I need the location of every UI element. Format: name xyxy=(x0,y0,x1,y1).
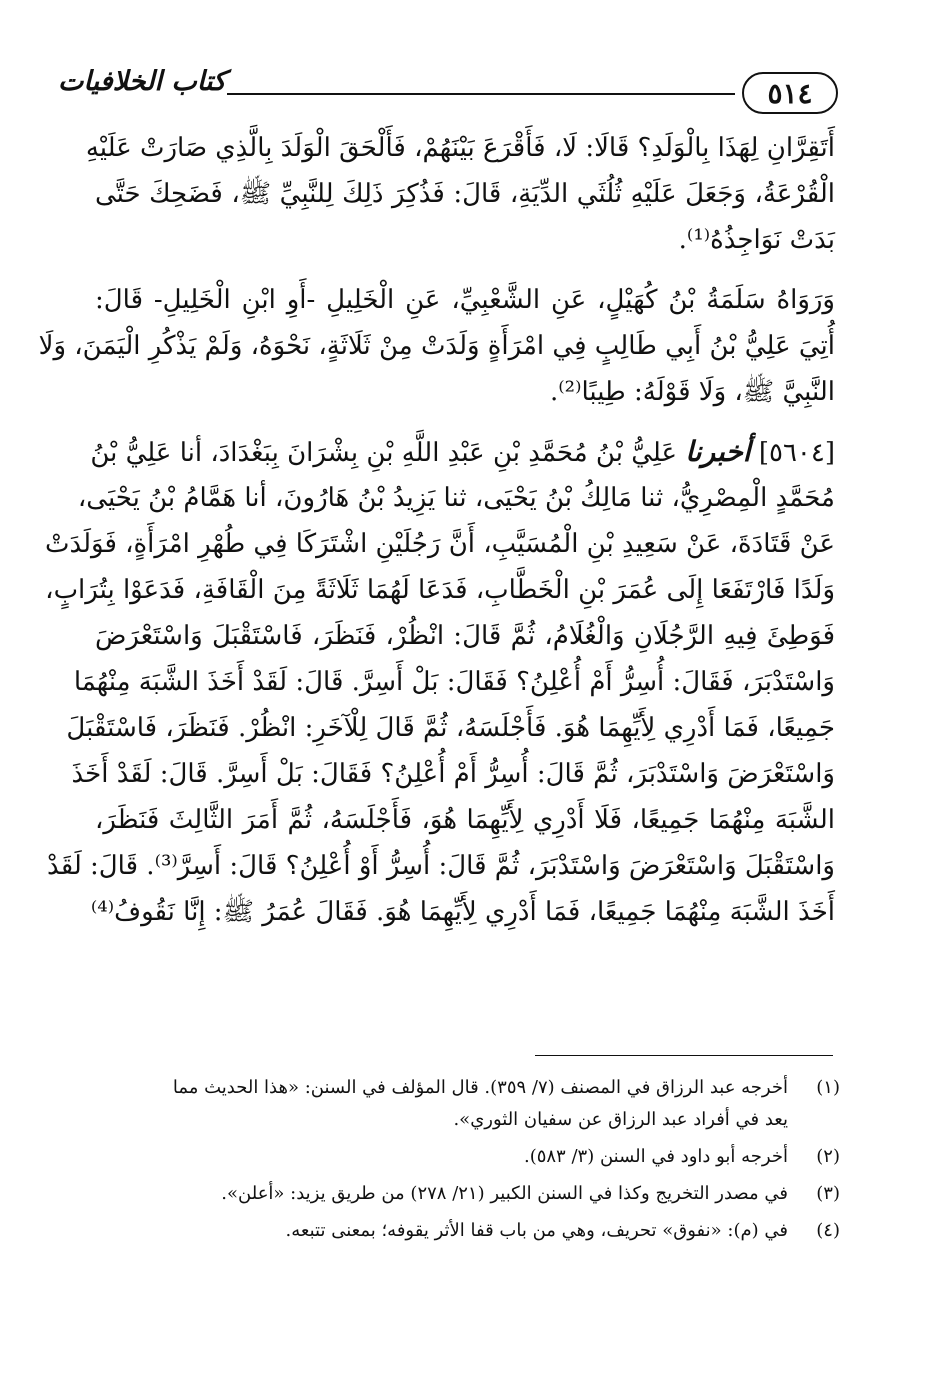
text-line: بَدَتْ نَوَاجِذُهُ⁽¹⁾. xyxy=(678,225,835,255)
footnote xyxy=(150,1072,840,1136)
text-line: مُحَمَّدٍ الْمِصْرِيُّ، ثنا مَالِكُ بْنُ يَحْيَى، ثنا يَزِيدُ بْنُ هَارُونَ، أنا هَمَّامُ بْنُ يَحْيَى، xyxy=(77,483,835,513)
footnote-text: أخرجه أبو داود في السنن (٣/ ٥٨٣). xyxy=(523,1146,788,1167)
text-line: وَلَدًا فَارْتَفَعَا إِلَى عُمَرَ بْنِ الْخَطَّابِ، فَدَعَا لَهُمَا ثَلَاثَةً مِنَ الْقَافَةِ، فَدَعَوْا بِتُرَابٍ، xyxy=(45,575,835,605)
footnote xyxy=(150,1141,840,1173)
text-line: أَخَذَ الشَّبَهَ مِنْهُمَا جَمِيعًا، فَمَا أَدْرِي لِأَيِّهِمَا هُوَ. فَقَالَ عُمَرُ ﷺ: إِنَّا نَقُوفُ⁽⁴⁾ xyxy=(90,897,835,927)
text-line: وَرَوَاهُ سَلَمَةُ بْنُ كُهَيْلٍ، عَنِ الشَّعْبِيِّ، عَنِ الْخَلِيلِ -أَوِ ابْنِ الْخَلِيلِ- قَالَ: xyxy=(95,285,835,315)
footnote-number: (١) xyxy=(816,1077,840,1098)
book-title: كتاب الخلافيات xyxy=(57,66,226,97)
text-line: وَاسْتَدْبَرَ، فَقَالَ: أُسِرُّ أَمْ أُعْلِنُ؟ فَقَالَ: بَلْ أَسِرَّ. قَالَ: لَقَدْ أَخَذَ الشَّبَهَ مِنْهُمَا xyxy=(73,667,835,697)
page-number: ٥١٤ xyxy=(742,72,838,114)
footnote-number: (٤) xyxy=(816,1220,840,1241)
page-header xyxy=(0,0,946,120)
text-line: عَنْ قَتَادَةَ، عَنْ سَعِيدِ بْنِ الْمُسَيَّبِ، أَنَّ رَجُلَيْنِ اشْتَرَكَا فِي طُهْرِ امْرَأَةٍ، فَوَلَدَتْ xyxy=(44,529,835,559)
text-line: جَمِيعًا، فَمَا أَدْرِي لِأَيِّهِمَا هُوَ. فَأَجْلَسَهُ، ثُمَّ قَالَ لِلْآخَرِ: انْظُرْ. فَنَظَرَ، فَاسْتَقْبَلَ xyxy=(66,713,835,743)
footnote-text: أخرجه عبد الرزاق في المصنف (٧/ ٣٥٩). قال المؤلف في السنن: «هذا الحديث مما يعد في أفراد عبد الرزاق عن سفيان الثوري». xyxy=(172,1077,788,1130)
footnote xyxy=(150,1178,840,1210)
header-rule xyxy=(227,93,735,95)
text-line: فَوَطِئَ فِيهِ الرَّجُلَانِ وَالْغُلَامُ، ثُمَّ قَالَ: انْظُرْ، فَنَظَرَ، فَاسْتَقْبَلَ وَاسْتَعْرَضَ xyxy=(95,621,835,651)
text-line: وَاسْتَعْرَضَ وَاسْتَدْبَرَ، ثُمَّ قَالَ: أُسِرُّ أَمْ أُعْلِنُ؟ فَقَالَ: بَلْ أَسِرَّ. قَالَ: لَقَدْ أَخَذَ xyxy=(71,759,835,789)
text-line: الشَّبَهَ مِنْهُمَا جَمِيعًا، فَلَا أَدْرِي لِأَيِّهِمَا هُوَ، فَأَجْلَسَهُ، ثُمَّ أَمَرَ الثَّالِثَ فَنَظَرَ، xyxy=(95,805,835,835)
footnote-number: (٣) xyxy=(816,1183,840,1204)
hadith-number: [٥٦٠٤] xyxy=(758,438,835,468)
footnote-text: في (م): «نفوق» تحريف، وهي من باب قفا الأثر يقوفه؛ بمعنى تتبعه. xyxy=(285,1220,788,1241)
footnote-rule xyxy=(535,1055,833,1056)
text-line: وَاسْتَقْبَلَ وَاسْتَعْرَضَ وَاسْتَدْبَرَ، ثُمَّ قَالَ: أُسِرُّ أَوْ أُعْلِنُ؟ قَالَ: أَسِرَّ⁽³⁾. قَالَ: لَقَدْ xyxy=(47,851,835,881)
lead-word: أخبرنا xyxy=(685,435,751,468)
footnote xyxy=(150,1215,840,1247)
text-line: أُتِيَ عَلِيُّ بْنُ أَبِي طَالِبٍ فِي امْرَأَةٍ وَلَدَتْ مِنْ ثَلَاثَةٍ، نَحْوَهُ، وَلَمْ يَذْكُرِ الْيَمَنَ، وَلَا xyxy=(38,331,835,361)
main-text xyxy=(38,125,835,935)
footnote-number: (٢) xyxy=(816,1146,840,1167)
footnote-text: في مصدر التخريج وكذا في السنن الكبير (٢١/ ٢٧٨) من طريق يزيد: «أعلن». xyxy=(221,1183,788,1204)
text-line: أَتَقِرَّانِ لِهَذَا بِالْوَلَدِ؟ قَالَا: لَا، فَأَقْرَعَ بَيْنَهُمْ، فَأَلْحَقَ الْوَلَدَ بِالَّذِي صَارَتْ عَلَيْهِ xyxy=(85,133,835,163)
footnotes xyxy=(150,1072,840,1247)
text-line: عَلِيُّ بْنُ مُحَمَّدِ بْنِ عَبْدِ اللَّهِ بْنِ بِشْرَانَ بِبَغْدَادَ، أنا عَلِيُّ بْنُ xyxy=(90,438,677,468)
hadith-opening-line xyxy=(90,429,835,475)
text-line: الْقُرْعَةُ، وَجَعَلَ عَلَيْهِ ثُلُثَي الدِّيَةِ، قَالَ: فَذُكِرَ ذَلِكَ لِلنَّبِيِّ ﷺ، فَضَحِكَ حَتَّى xyxy=(95,179,835,209)
text-line: النَّبِيَّ ﷺ، وَلَا قَوْلَهُ: طِيبًا⁽²⁾. xyxy=(549,377,835,407)
